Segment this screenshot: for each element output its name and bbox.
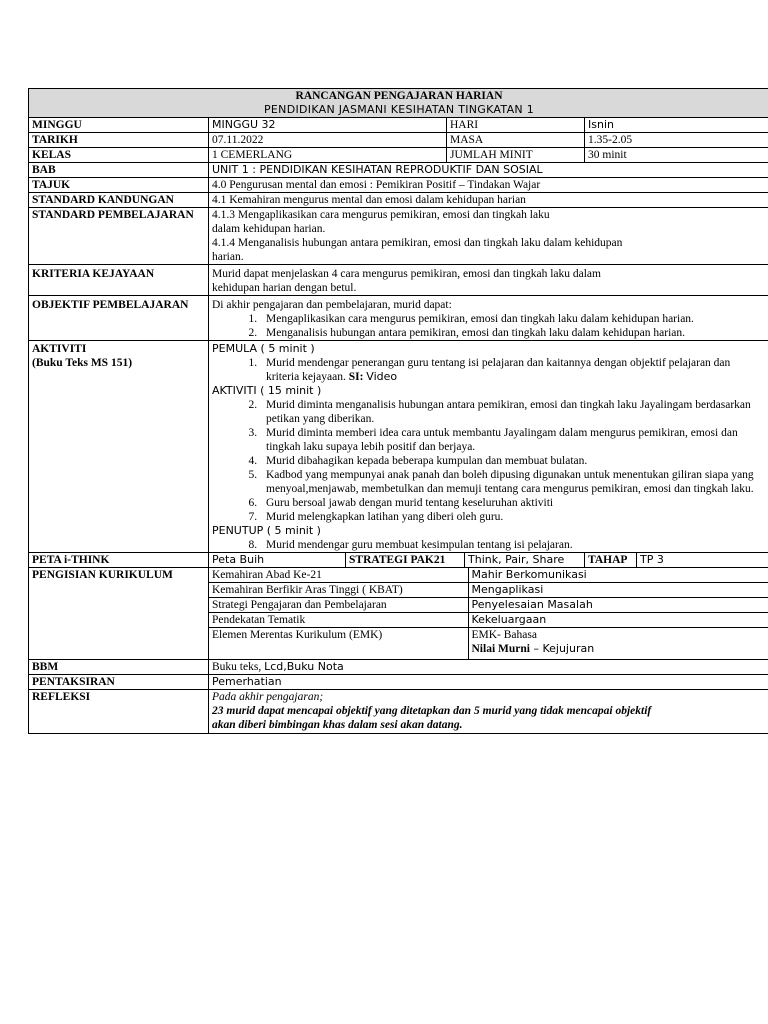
standard-pembelajaran-label: STANDARD PEMBELAJARAN	[29, 208, 209, 265]
kriteria-value	[209, 265, 768, 296]
refleksi-line: 23 murid dapat mencapai objektif yang ditetapkan dan 5 murid yang tidak mencapai objektif	[212, 705, 652, 717]
pengisian-table	[209, 568, 768, 659]
peta-ithink-label: PETA i-THINK	[29, 553, 209, 568]
aktiviti-list-main	[212, 398, 766, 524]
jumlah-minit-value: 30 minit	[585, 148, 768, 163]
kelas-label: KELAS	[29, 148, 209, 163]
pengisian-key: Pendekatan Tematik	[209, 613, 468, 628]
kriteria-line: Murid dapat menjelaskan 4 cara mengurus pemikiran, emosi dan tingkah laku dalam	[212, 268, 601, 280]
pengisian-value: Kekeluargaan	[468, 613, 768, 628]
emk-value	[472, 628, 767, 642]
page-subtitle: PENDIDIKAN JASMANI KESIHATAN TINGKATAN 1	[264, 103, 535, 116]
lesson-plan-table	[28, 88, 768, 734]
aktiviti-list-penutup	[212, 538, 766, 552]
aktiviti-item: 3. Murid diminta memberi idea cara untuk membantu Jayalingam dalam mengurus pemikiran, emosi dan tingkah laku supaya lebih positif dan berjaya.	[260, 426, 766, 454]
sp-line: 4.1.3 Mengaplikasikan cara mengurus pemikiran, emosi dan tingkah laku	[212, 209, 550, 221]
pengisian-key: Elemen Merentas Kurikulum (EMK)	[209, 628, 468, 660]
bbm-text-2: Lcd,Buku Nota	[264, 660, 344, 673]
refleksi-label: REFLEKSI	[29, 690, 209, 734]
bab-value: UNIT 1 : PENDIDIKAN KESIHATAN REPRODUKTIF DAN SOSIAL	[209, 163, 768, 178]
pengisian-label: PENGISIAN KURIKULUM	[29, 568, 209, 660]
aktiviti-label: AKTIVITI	[32, 343, 87, 355]
aktiviti-heading: AKTIVITI ( 15 minit )	[212, 384, 322, 397]
pengisian-row	[209, 568, 768, 583]
pengisian-row	[209, 628, 768, 660]
refleksi-line: akan diberi bimbingan khas dalam sesi akan datang.	[212, 719, 463, 731]
si-value: Video	[366, 370, 398, 383]
strategi-label: STRATEGI PAK21	[346, 553, 465, 568]
aktiviti-item: 2. Murid diminta menganalisis hubungan antara pemikiran, emosi dan tingkah laku Jayalingam berdasarkan petikan yang diberikan.	[260, 398, 766, 426]
jumlah-minit-label: JUMLAH MINIT	[447, 148, 585, 163]
penutup-heading: PENUTUP ( 5 minit )	[212, 524, 321, 537]
objektif-item: 2. Menganalisis hubungan antara pemikiran, emosi dan tingkah laku dalam kehidupan harian.	[260, 326, 766, 340]
tajuk-value: 4.0 Pengurusan mental dan emosi : Pemikiran Positif – Tindakan Wajar	[209, 178, 768, 193]
pengisian-row	[209, 583, 768, 598]
page-title: RANCANGAN PENGAJARAN HARIAN	[295, 90, 503, 102]
pengisian-key: Kemahiran Abad Ke-21	[209, 568, 468, 583]
hari-value: Isnin	[585, 118, 768, 133]
tajuk-label: TAJUK	[29, 178, 209, 193]
aktiviti-item	[260, 356, 766, 384]
objektif-value	[209, 296, 768, 341]
standard-kandungan-label: STANDARD KANDUNGAN	[29, 193, 209, 208]
pengisian-key: Strategi Pengajaran dan Pembelajaran	[209, 598, 468, 613]
peta-ithink-value: Peta Buih	[209, 553, 346, 568]
minggu-label: MINGGU	[29, 118, 209, 133]
emk-text: EMK- Bahasa	[471, 629, 537, 641]
si-label: SI:	[348, 371, 364, 383]
aktiviti-item-text: Murid mendengar penerangan guru tentang isi pelajaran dan kaitannya dengan objektif pelajaran dan kriteria kejayaan.	[266, 357, 731, 383]
masa-value: 1.35-2.05	[585, 133, 768, 148]
aktiviti-label-cell	[29, 341, 209, 553]
pengisian-row	[209, 598, 768, 613]
tarikh-label: TARIKH	[29, 133, 209, 148]
pentaksiran-label: PENTAKSIRAN	[29, 675, 209, 690]
objektif-intro: Di akhir pengajaran dan pembelajaran, murid dapat:	[212, 299, 452, 311]
pengisian-value	[468, 628, 768, 660]
pengisian-value: Penyelesaian Masalah	[468, 598, 768, 613]
aktiviti-item: 5. Kadbod yang mempunyai anak panah dan boleh dipusing digunakan untuk menentukan giliran siapa yang menyoal,menjawab, membetulkan dan memuji tentang cara mengurus pemikiran, emosi dan tingkah laku.	[260, 468, 766, 496]
lesson-plan-sheet	[28, 88, 768, 734]
nilai-value	[472, 642, 767, 656]
sp-line: 4.1.4 Menganalisis hubungan antara pemikiran, emosi dan tingkah laku dalam kehidupan	[212, 237, 623, 249]
pengisian-value: Mahir Berkomunikasi	[468, 568, 768, 583]
sp-line: harian.	[212, 251, 244, 263]
sp-line: dalam kehidupan harian.	[212, 223, 326, 235]
aktiviti-item: 8. Murid mendengar guru membuat kesimpulan tentang isi pelajaran.	[260, 538, 766, 552]
aktiviti-item: 6. Guru bersoal jawab dengan murid tentang keseluruhan aktiviti	[260, 496, 766, 510]
pengisian-content	[209, 568, 768, 660]
aktiviti-item: 4. Murid dibahagikan kepada beberapa kumpulan dan membuat bulatan.	[260, 454, 766, 468]
refleksi-value	[209, 690, 768, 734]
aktiviti-item: 7. Murid melengkapkan latihan yang diberi oleh guru.	[260, 510, 766, 524]
minggu-value: MINGGU 32	[209, 118, 447, 133]
kriteria-label: KRITERIA KEJAYAAN	[29, 265, 209, 296]
kriteria-line: kehidupan harian dengan betul.	[212, 282, 357, 294]
objektif-item: 1. Mengaplikasikan cara mengurus pemikiran, emosi dan tingkah laku dalam kehidupan harian.	[260, 312, 766, 326]
kelas-value: 1 CEMERLANG	[209, 148, 447, 163]
aktiviti-list-pemula	[212, 356, 766, 384]
bbm-label: BBM	[29, 660, 209, 675]
bbm-value	[209, 660, 768, 675]
aktiviti-content	[209, 341, 768, 553]
refleksi-line: Pada akhir pengajaran;	[212, 691, 324, 703]
pengisian-key: Kemahiran Berfikir Aras Tinggi ( KBAT)	[209, 583, 468, 598]
bab-label: BAB	[29, 163, 209, 178]
pemula-heading: PEMULA ( 5 minit )	[212, 342, 315, 355]
masa-label: MASA	[447, 133, 585, 148]
objektif-list	[212, 312, 766, 340]
standard-pembelajaran-value	[209, 208, 768, 265]
nilai-murni-label: Nilai Murni	[471, 643, 530, 655]
pengisian-value: Mengaplikasi	[468, 583, 768, 598]
tahap-value: TP 3	[637, 553, 768, 568]
header-cell	[29, 89, 768, 118]
tarikh-value: 07.11.2022	[209, 133, 447, 148]
standard-kandungan-value: 4.1 Kemahiran mengurus mental dan emosi dalam kehidupan harian	[209, 193, 768, 208]
pentaksiran-value: Pemerhatian	[209, 675, 768, 690]
hari-label: HARI	[447, 118, 585, 133]
tahap-label: TAHAP	[585, 553, 637, 568]
strategi-value: Think, Pair, Share	[465, 553, 585, 568]
aktiviti-sublabel: (Buku Teks MS 151)	[32, 357, 133, 369]
pengisian-row	[209, 613, 768, 628]
bbm-text-1: Buku teks,	[212, 661, 265, 673]
nilai-murni-value: – Kejujuran	[529, 642, 595, 655]
objektif-label: OBJEKTIF PEMBELAJARAN	[29, 296, 209, 341]
